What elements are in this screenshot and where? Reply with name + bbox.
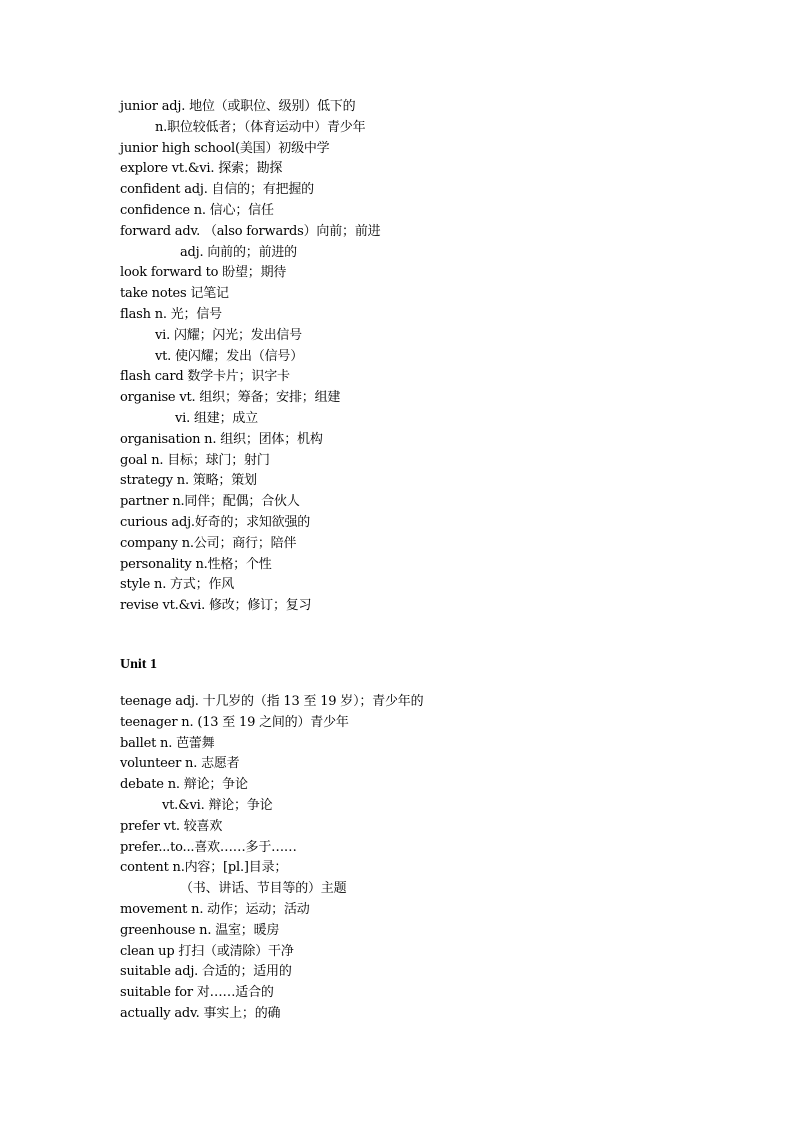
- vocab-line: prefer...to...喜欢……多于……: [120, 839, 297, 855]
- vocab-line: take notes 记笔记: [120, 286, 229, 302]
- vocab-line: goal n. 目标；球门；射门: [120, 452, 270, 468]
- vocab-line: （书、讲话、节目等的）主题: [180, 881, 347, 897]
- vocab-line: look forward to 盼望；期待: [120, 265, 287, 281]
- vocab-line: prefer vt. 较喜欢: [120, 818, 223, 834]
- vocab-line: partner n.同伴；配偶；合伙人: [120, 494, 300, 510]
- vocab-line: debate n. 辩论；争论: [120, 777, 248, 793]
- vocab-line: teenager n. (13 至 19 之间的）青少年: [120, 714, 349, 730]
- vocab-line: strategy n. 策略；策划: [120, 473, 257, 489]
- vocab-line: teenage adj. 十几岁的（指 13 至 19 岁）；青少年的: [120, 694, 424, 709]
- vocab-line: content n.内容；[pl.]目录；: [120, 860, 288, 876]
- vocab-line: vt.&vi. 辩论；争论: [162, 797, 273, 813]
- vocab-line: ballet n. 芭蕾舞: [120, 735, 215, 751]
- vocab-line: n.职位较低者；（体育运动中）青少年: [155, 119, 366, 135]
- vocab-line: personality n.性格；个性: [120, 556, 272, 572]
- vocab-line: style n. 方式；作风: [120, 577, 235, 593]
- vocab-line: clean up 打扫（或清除）干净: [120, 943, 294, 959]
- vocab-line: actually adv. 事实上；的确: [120, 1005, 281, 1021]
- vocab-line: junior high school(美国）初级中学: [120, 140, 330, 156]
- vocab-line: confidence n. 信心；信任: [120, 202, 274, 218]
- vocabulary-list-top: [120, 97, 760, 617]
- vocab-line: flash n. 光；信号: [120, 306, 222, 322]
- vocab-line: organise vt. 组织；筹备；安排；组建: [120, 390, 341, 406]
- vocab-line: curious adj.好奇的；求知欲强的: [120, 514, 311, 530]
- vocab-line: suitable for 对……适合的: [120, 985, 274, 1001]
- vocab-line: organisation n. 组织；团体；机构: [120, 431, 323, 447]
- vocab-line: vi. 组建；成立: [175, 410, 258, 426]
- vocab-line: greenhouse n. 温室；暖房: [120, 922, 280, 938]
- vocab-line: adj. 向前的；前进的: [180, 244, 297, 260]
- vocab-line: revise vt.&vi. 修改；修订；复习: [120, 598, 312, 614]
- vocabulary-list-unit-1: [120, 692, 760, 1025]
- vocab-line: flash card 数学卡片；识字卡: [120, 369, 290, 385]
- vocab-line: volunteer n. 志愿者: [120, 756, 240, 772]
- vocab-line: forward adv. （also forwards）向前；前进: [120, 223, 381, 239]
- vocab-line: company n.公司；商行；陪伴: [120, 535, 297, 551]
- vocab-line: junior adj. 地位（或职位、级别）低下的: [120, 99, 356, 114]
- vocab-line: movement n. 动作；运动；活动: [120, 901, 310, 917]
- vocab-line: confident adj. 自信的；有把握的: [120, 182, 314, 198]
- vocab-line: suitable adj. 合适的；适用的: [120, 964, 292, 980]
- unit-heading: Unit 1: [120, 657, 157, 672]
- vocab-line: explore vt.&vi. 探索；勘探: [120, 161, 283, 177]
- vocab-line: vt. 使闪耀；发出（信号）: [155, 348, 304, 364]
- vocab-line: vi. 闪耀；闪光；发出信号: [155, 327, 302, 343]
